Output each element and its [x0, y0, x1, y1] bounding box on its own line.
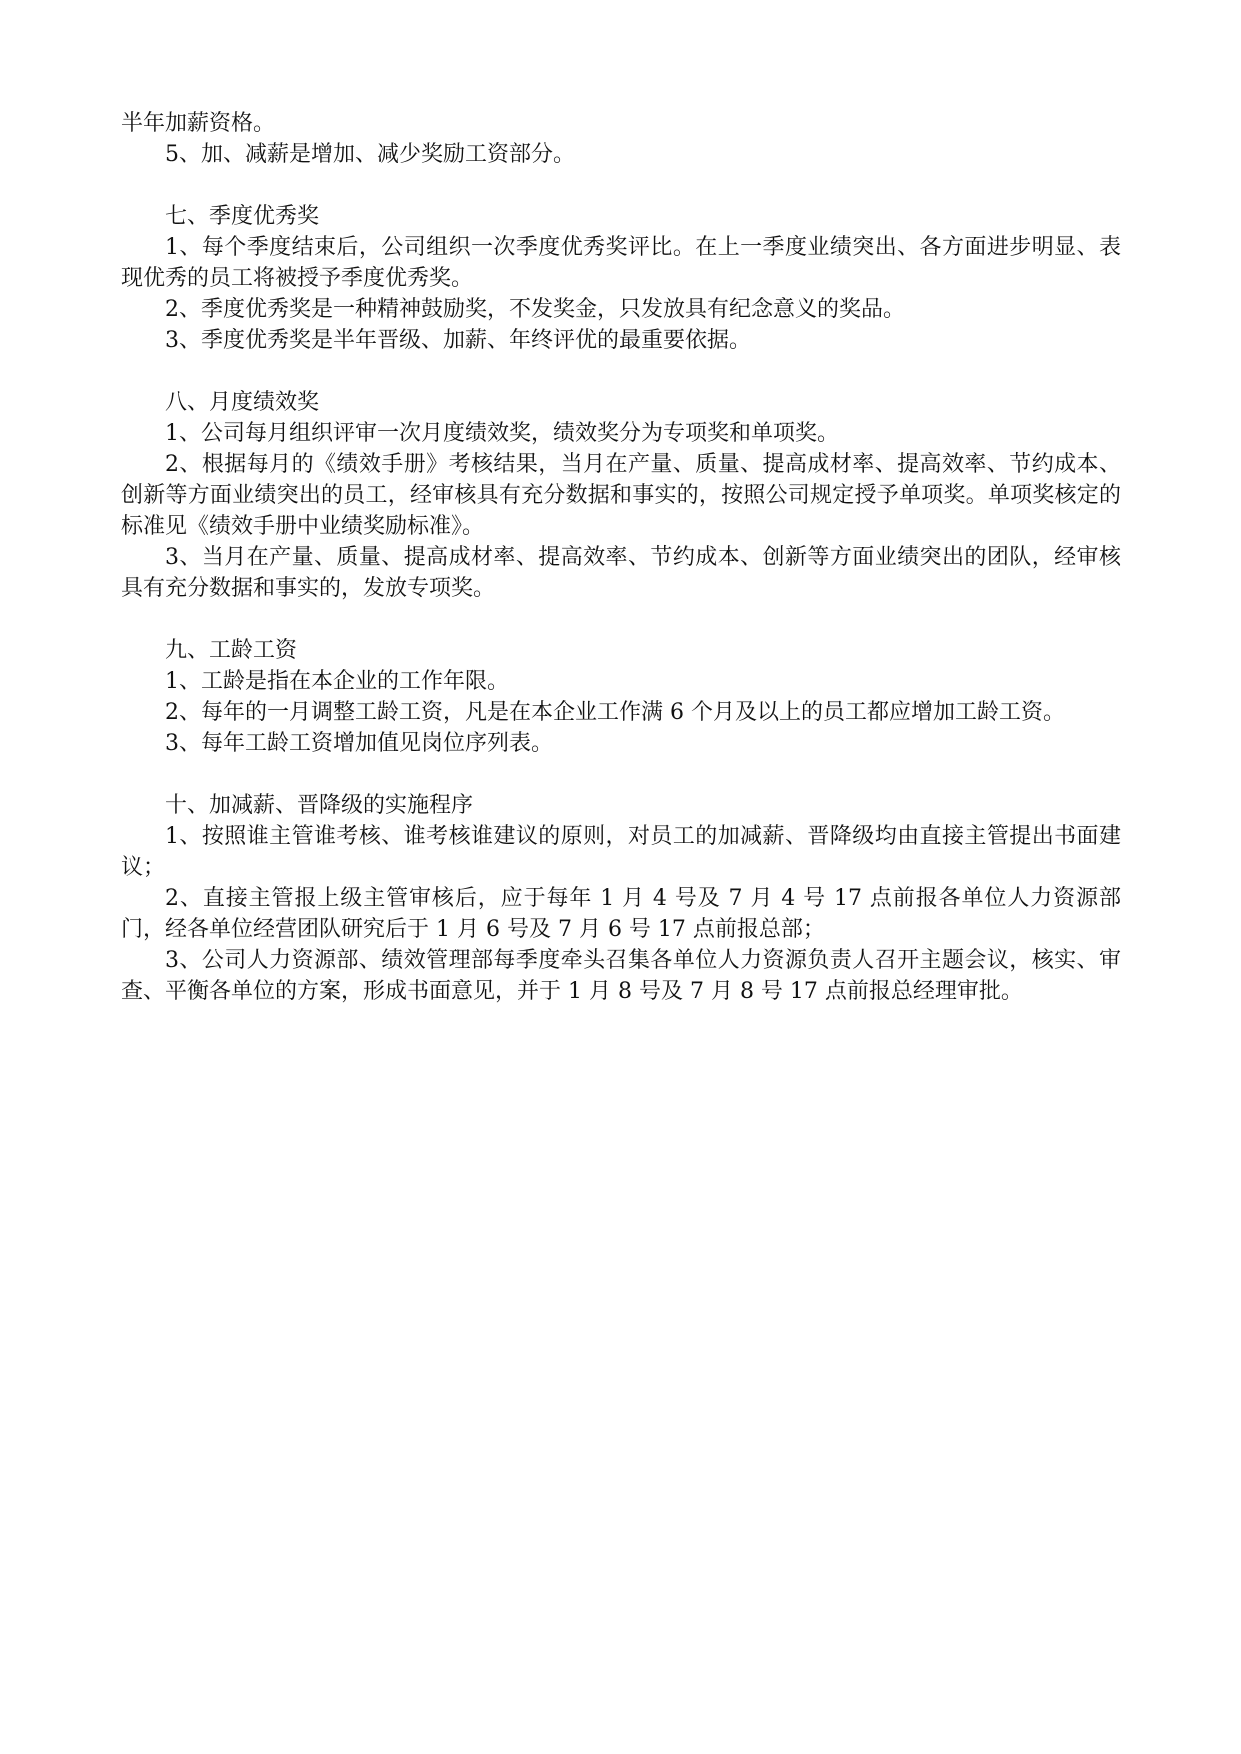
paragraph-continuation: 半年加薪资格。 — [121, 111, 276, 136]
section-heading: 八、月度绩效奖 — [165, 390, 320, 415]
paragraph-item: 2、直接主管报上级主管审核后，应于每年 1 月 4 号及 7 月 4 号 17 点前报各单位人力资源部门，经各单位经营团队研究后于 1 月 6 号及 7 月 6 号 17 点前报总部； — [121, 886, 1121, 942]
document-page — [121, 108, 1121, 1007]
paragraph-item: 5、加、减薪是增加、减少奖励工资部分。 — [165, 142, 575, 167]
paragraph-item: 1、工龄是指在本企业的工作年限。 — [165, 669, 509, 694]
section-heading: 十、加减薪、晋降级的实施程序 — [165, 793, 474, 818]
section-implementation-procedure — [121, 790, 1121, 1007]
section-heading: 九、工龄工资 — [165, 638, 298, 663]
section-salary-adjustment-tail — [121, 108, 1121, 170]
paragraph-item: 2、每年的一月调整工龄工资，凡是在本企业工作满 6 个月及以上的员工都应增加工龄工资。 — [165, 700, 1065, 725]
paragraph-item: 2、根据每月的《绩效手册》考核结果，当月在产量、质量、提高成材率、提高效率、节约成本、创新等方面业绩突出的员工，经审核具有充分数据和事实的，按照公司规定授予单项奖。单项奖核定的标准见《绩效手册中业绩奖励标准》。 — [121, 452, 1121, 539]
section-monthly-performance-award — [121, 387, 1121, 604]
paragraph-item: 1、每个季度结束后，公司组织一次季度优秀奖评比。在上一季度业绩突出、各方面进步明显、表现优秀的员工将被授予季度优秀奖。 — [121, 235, 1121, 291]
paragraph-item: 3、每年工龄工资增加值见岗位序列表。 — [165, 731, 553, 756]
paragraph-item: 2、季度优秀奖是一种精神鼓励奖，不发奖金，只发放具有纪念意义的奖品。 — [165, 297, 905, 322]
paragraph-item: 3、季度优秀奖是半年晋级、加薪、年终评优的最重要依据。 — [165, 328, 751, 353]
paragraph-item: 3、当月在产量、质量、提高成材率、提高效率、节约成本、创新等方面业绩突出的团队，经审核具有充分数据和事实的，发放专项奖。 — [121, 545, 1121, 601]
paragraph-item: 1、公司每月组织评审一次月度绩效奖，绩效奖分为专项奖和单项奖。 — [165, 421, 839, 446]
paragraph-item: 1、按照谁主管谁考核、谁考核谁建议的原则，对员工的加减薪、晋降级均由直接主管提出书面建议； — [121, 824, 1121, 880]
section-heading: 七、季度优秀奖 — [165, 204, 320, 229]
section-quarterly-award — [121, 201, 1121, 356]
paragraph-item: 3、公司人力资源部、绩效管理部每季度牵头召集各单位人力资源负责人召开主题会议，核实、审查、平衡各单位的方案，形成书面意见，并于 1 月 8 号及 7 月 8 号 17 点前报总经理审批。 — [121, 948, 1121, 1004]
section-seniority-pay — [121, 635, 1121, 759]
